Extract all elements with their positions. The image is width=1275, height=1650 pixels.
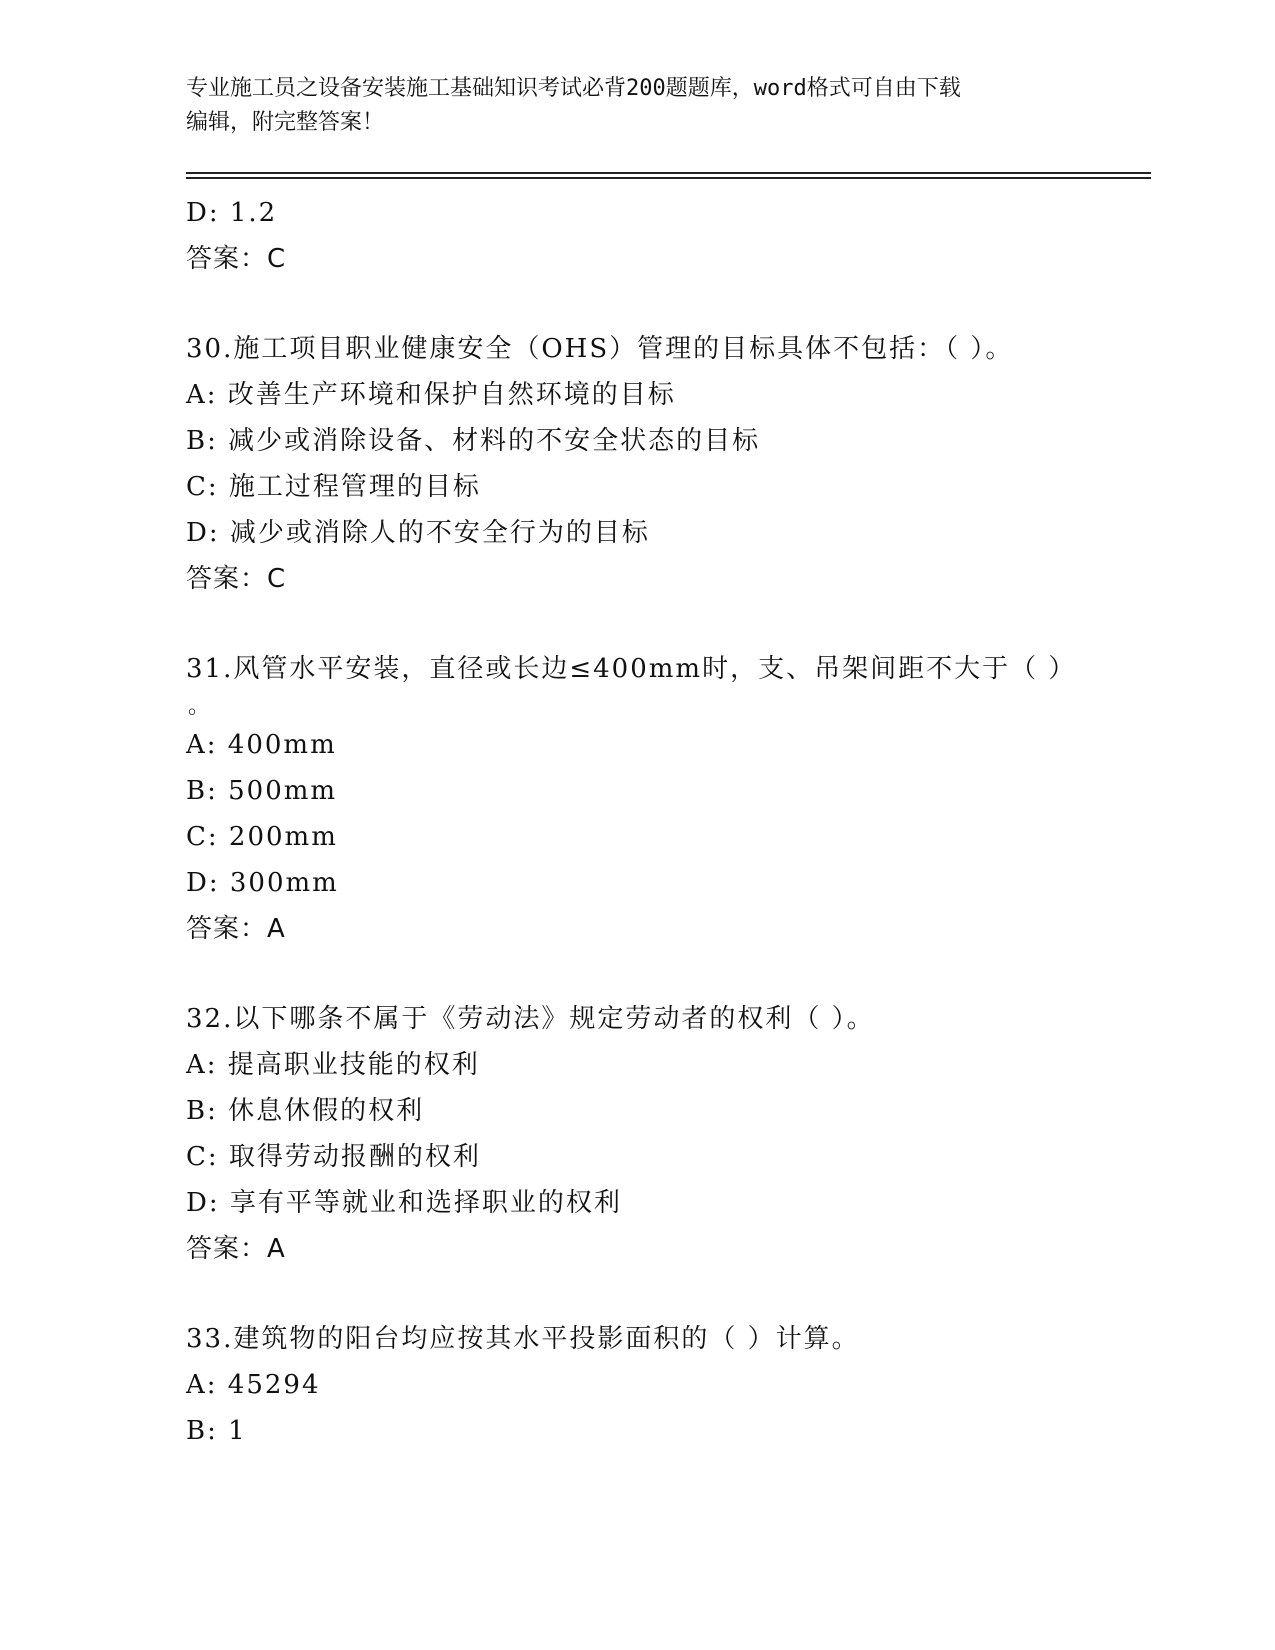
option-d: D: 300mm [186, 868, 339, 898]
question-title-continuation: 。 [188, 694, 211, 719]
option-d: D: 1.2 [186, 198, 278, 228]
option-a: A: 400mm [186, 730, 337, 760]
option-b: B: 1 [186, 1416, 247, 1446]
question-title: 30.施工项目职业健康安全（OHS）管理的目标具体不包括：（ ）。 [186, 334, 1014, 364]
option-c: C: 施工过程管理的目标 [186, 472, 481, 502]
header-rule-top [186, 172, 1151, 174]
option-b: B: 休息休假的权利 [186, 1096, 425, 1126]
option-d: D: 享有平等就业和选择职业的权利 [186, 1188, 622, 1218]
option-a: A: 提高职业技能的权利 [186, 1050, 480, 1080]
question-29-tail [186, 190, 1086, 282]
answer: 答案：A [186, 1234, 286, 1264]
document-header [186, 72, 1086, 140]
answer: 答案：C [186, 564, 287, 594]
option-a: A: 45294 [186, 1370, 321, 1400]
option-d: D: 减少或消除人的不安全行为的目标 [186, 518, 650, 548]
option-a: A: 改善生产环境和保护自然环境的目标 [186, 380, 676, 410]
option-c: C: 取得劳动报酬的权利 [186, 1142, 481, 1172]
question-33 [186, 1316, 1086, 1454]
option-b: B: 500mm [186, 776, 338, 806]
header-rule-bottom [186, 177, 1151, 179]
question-title: 33.建筑物的阳台均应按其水平投影面积的（ ）计算。 [186, 1324, 860, 1354]
question-30 [186, 326, 1086, 602]
question-31 [186, 646, 1086, 952]
question-32 [186, 996, 1086, 1272]
header-line-2: 编辑，附完整答案！ [186, 110, 385, 135]
question-list [186, 190, 1086, 1454]
option-b: B: 减少或消除设备、材料的不安全状态的目标 [186, 426, 761, 456]
option-c: C: 200mm [186, 822, 338, 852]
answer: 答案：C [186, 244, 287, 274]
answer: 答案：A [186, 914, 286, 944]
question-title: 32.以下哪条不属于《劳动法》规定劳动者的权利（ ）。 [186, 1004, 875, 1034]
question-title: 31.风管水平安装，直径或长边≤400mm时，支、吊架间距不大于（ ） [186, 654, 1077, 684]
header-line-1: 专业施工员之设备安装施工基础知识考试必背200题题库，word格式可自由下载 [186, 76, 961, 101]
